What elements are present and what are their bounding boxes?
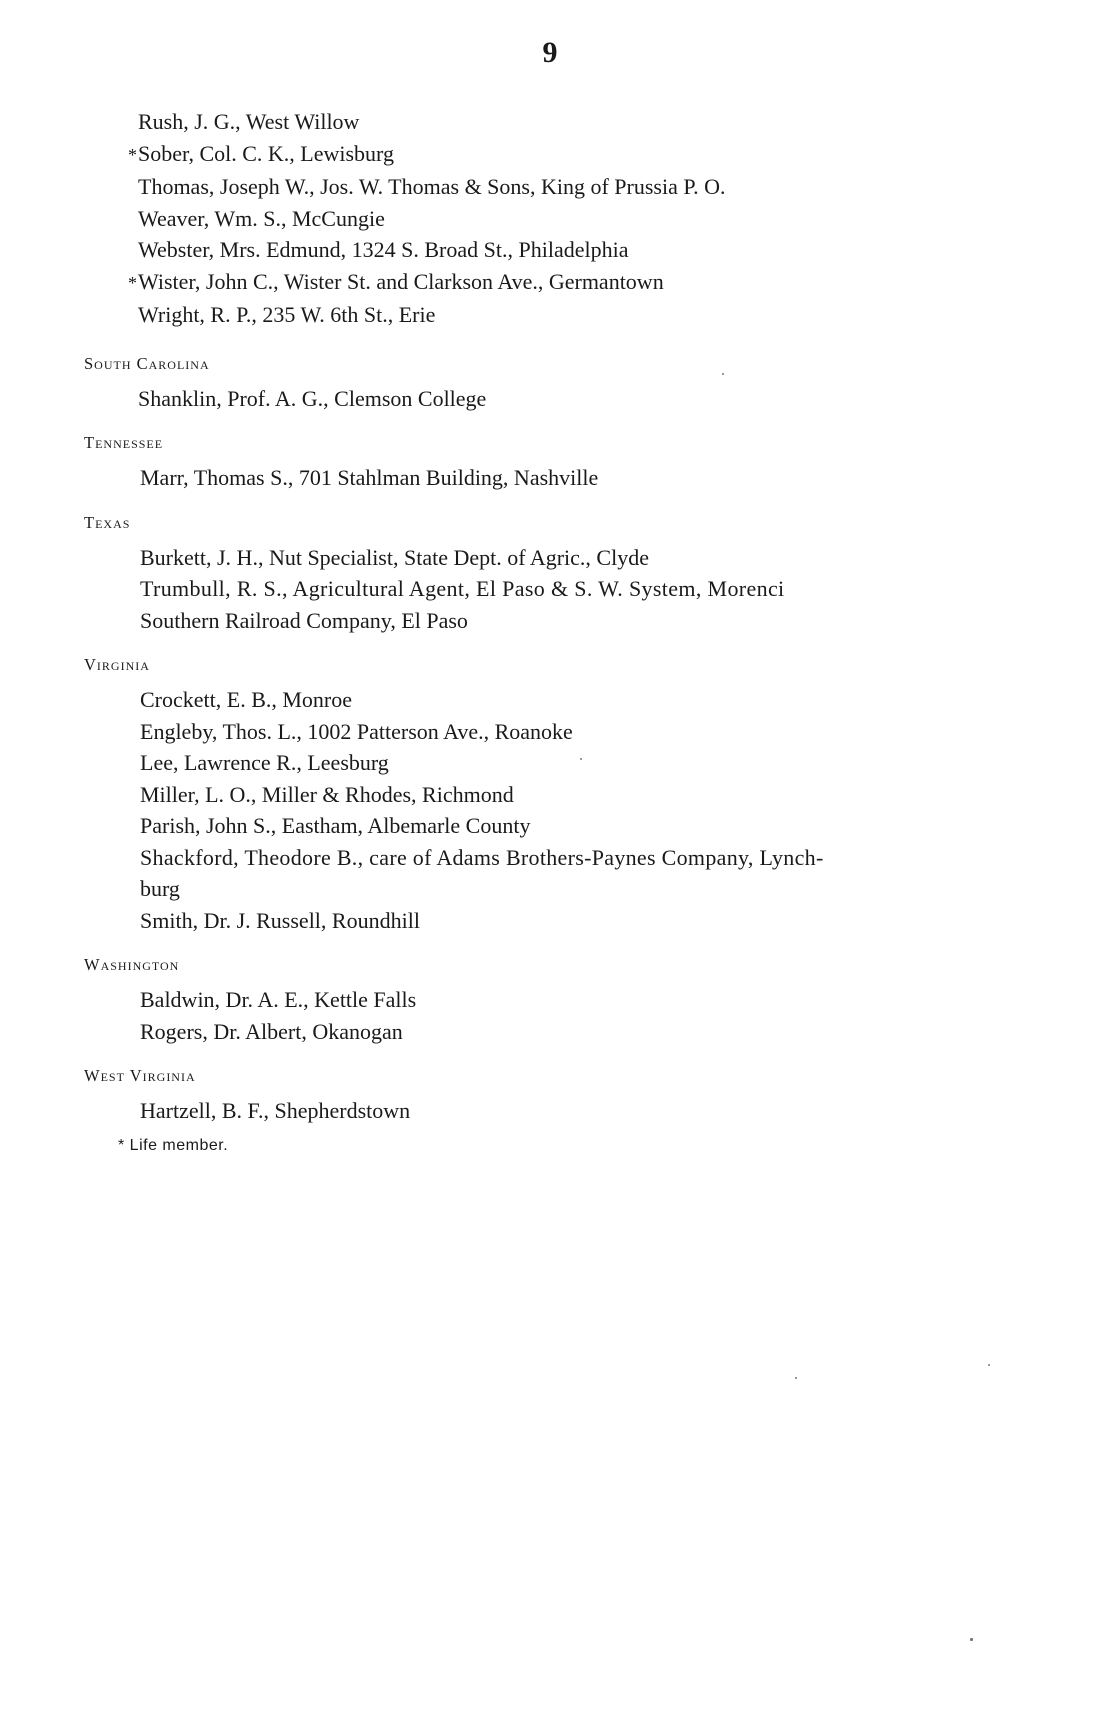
list-item: Thomas, Joseph W., Jos. W. Thomas & Sons, King of Prussia P. O. — [138, 174, 726, 199]
member-list — [84, 106, 1024, 1155]
list-item: Crockett, E. B., Monroe — [140, 687, 353, 712]
list-item: Parish, John S., Eastham, Albemarle County — [140, 813, 531, 838]
state-heading-south-carolina: South Carolina — [84, 353, 210, 373]
tennessee-list — [84, 462, 1024, 494]
virginia-list — [84, 684, 1024, 936]
list-item: Rogers, Dr. Albert, Okanogan — [140, 1018, 403, 1044]
list-item: Weaver, Wm. S., McCungie — [138, 205, 385, 231]
scan-speck — [580, 758, 582, 760]
state-heading-texas: Texas — [84, 512, 131, 532]
state-heading-washington: Washington — [84, 955, 180, 974]
list-item: Lee, Lawrence R., Leesburg — [140, 750, 389, 775]
list-item: Webster, Mrs. Edmund, 1324 S. Broad St., Philadelphia — [138, 237, 629, 262]
scan-speck — [722, 373, 724, 375]
scan-speck — [970, 1638, 973, 1641]
life-member-marker: * — [128, 144, 137, 165]
list-item: Baldwin, Dr. A. E., Kettle Falls — [140, 987, 417, 1012]
list-item-continuation: Southern Railroad Company, El Paso — [140, 607, 468, 633]
state-heading-west-virginia: West Virginia — [84, 1066, 196, 1085]
south-carolina-list — [84, 383, 1024, 415]
life-member-marker: * — [128, 272, 137, 293]
list-item: Wright, R. P., 235 W. 6th St., Erie — [138, 302, 436, 327]
west-virginia-list — [84, 1095, 1024, 1127]
list-item: *Wister, John C., Wister St. and Clarkson Ave., Germantown — [84, 266, 1024, 300]
page-number: 9 — [542, 36, 558, 69]
scan-speck — [988, 1364, 990, 1366]
list-item: Hartzell, B. F., Shepherdstown — [140, 1098, 411, 1123]
list-item: *Sober, Col. C. K., Lewisburg — [84, 138, 1024, 172]
list-item: Trumbull, R. S., Agricultural Agent, El Paso & S. W. System, Morenci — [140, 576, 785, 601]
list-item: Shanklin, Prof. A. G., Clemson College — [138, 385, 487, 411]
list-item-continuation: burg — [140, 876, 180, 901]
state-heading-virginia: Virginia — [84, 655, 150, 674]
list-item: Shackford, Theodore B., care of Adams Brothers-Paynes Company, Lynch- — [140, 844, 824, 870]
list-item: Miller, L. O., Miller & Rhodes, Richmond — [140, 781, 514, 807]
pennsylvania-continued-list — [84, 106, 1024, 331]
footnote-life-member: * Life member. — [118, 1136, 229, 1154]
texas-list — [84, 542, 1024, 637]
list-item: Rush, J. G., West Willow — [138, 109, 360, 134]
scan-speck — [795, 1377, 797, 1379]
list-item: Engleby, Thos. L., 1002 Patterson Ave., Roanoke — [140, 718, 573, 744]
state-heading-tennessee: Tennessee — [84, 433, 164, 452]
list-item: Smith, Dr. J. Russell, Roundhill — [140, 907, 420, 933]
washington-list — [84, 984, 1024, 1047]
list-item: Marr, Thomas S., 701 Stahlman Building, Nashville — [140, 465, 599, 490]
list-item: Burkett, J. H., Nut Specialist, State Dept. of Agric., Clyde — [140, 544, 649, 570]
